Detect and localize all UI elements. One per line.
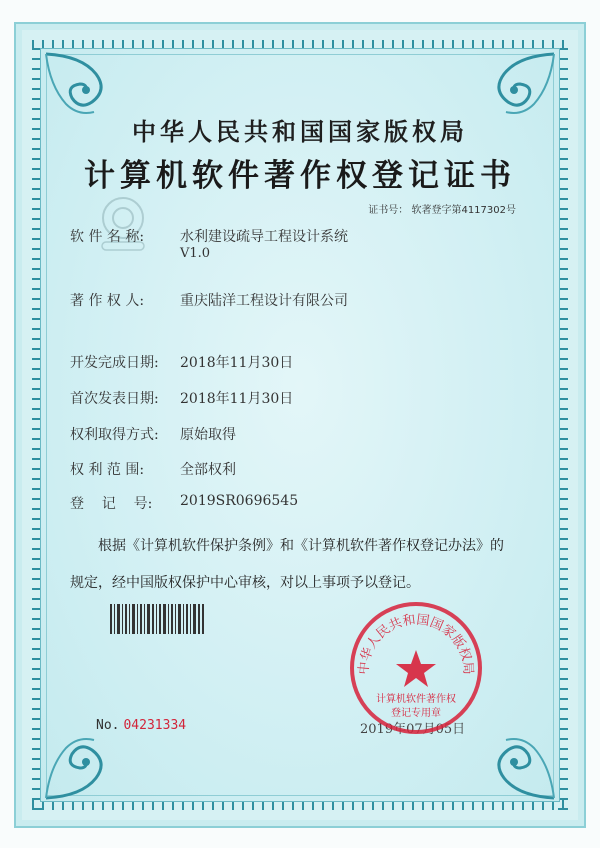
field-value: 全部权利 xyxy=(180,462,236,478)
field-value xyxy=(180,226,348,261)
software-version-value: V1.0 xyxy=(180,246,211,261)
svg-text:登记专用章: 登记专用章 xyxy=(391,708,441,719)
software-name-value: 水利建设疏导工程设计系统 xyxy=(180,229,348,245)
serial-number xyxy=(96,718,186,733)
certificate-number-label: 证书号： xyxy=(368,205,409,216)
field-label: 软 件 名 称: xyxy=(70,229,145,245)
field-registration-number xyxy=(70,493,298,513)
issue-date: 2019年07月05日 xyxy=(360,722,466,737)
field-label: 著 作 权 人: xyxy=(70,293,145,309)
serial-value: 04231334 xyxy=(123,718,187,733)
certificate-number xyxy=(368,201,516,216)
svg-text:计算机软件著作权: 计算机软件著作权 xyxy=(376,694,456,705)
field-software-name xyxy=(70,226,348,261)
field-value: 原始取得 xyxy=(180,427,236,443)
statement-line-2: 规定，经中国版权保护中心审核，对以上事项予以登记。 xyxy=(70,575,420,591)
field-value: 2019SR0696545 xyxy=(180,493,299,509)
field-value: 重庆陆洋工程设计有限公司 xyxy=(180,293,348,309)
issuer-title: 中华人民共和国国家版权局 xyxy=(132,117,468,146)
field-rights-scope xyxy=(70,459,236,479)
field-label: 权 利 范 围: xyxy=(70,462,145,478)
field-value: 2018年11月30日 xyxy=(180,391,294,407)
statement-line-1: 根据《计算机软件保护条例》和《计算机软件著作权登记办法》的 xyxy=(98,538,504,554)
corner-ornament-icon xyxy=(470,50,558,118)
corner-ornament-icon xyxy=(42,50,130,118)
corner-ornament-icon xyxy=(42,734,130,802)
svg-text:中华人民共和国国家版权局: 中华人民共和国国家版权局 xyxy=(356,612,476,676)
serial-label: No. xyxy=(96,718,120,733)
field-first-publish-date xyxy=(70,388,293,408)
field-label: 权利取得方式: xyxy=(70,427,159,443)
field-acquisition-method xyxy=(70,424,236,444)
barcode-icon xyxy=(110,604,204,634)
field-label: 登 记 号: xyxy=(70,496,153,512)
official-seal-icon xyxy=(346,598,486,738)
field-completion-date xyxy=(70,352,293,372)
certificate-number-value: 软著登字第4117302号 xyxy=(411,205,516,216)
field-label: 首次发表日期: xyxy=(70,391,159,407)
field-value: 2018年11月30日 xyxy=(180,355,294,371)
field-copyright-owner xyxy=(70,290,348,310)
corner-ornament-icon xyxy=(470,734,558,802)
field-label: 开发完成日期: xyxy=(70,355,159,371)
certificate-title: 计算机软件著作权登记证书 xyxy=(84,158,516,194)
